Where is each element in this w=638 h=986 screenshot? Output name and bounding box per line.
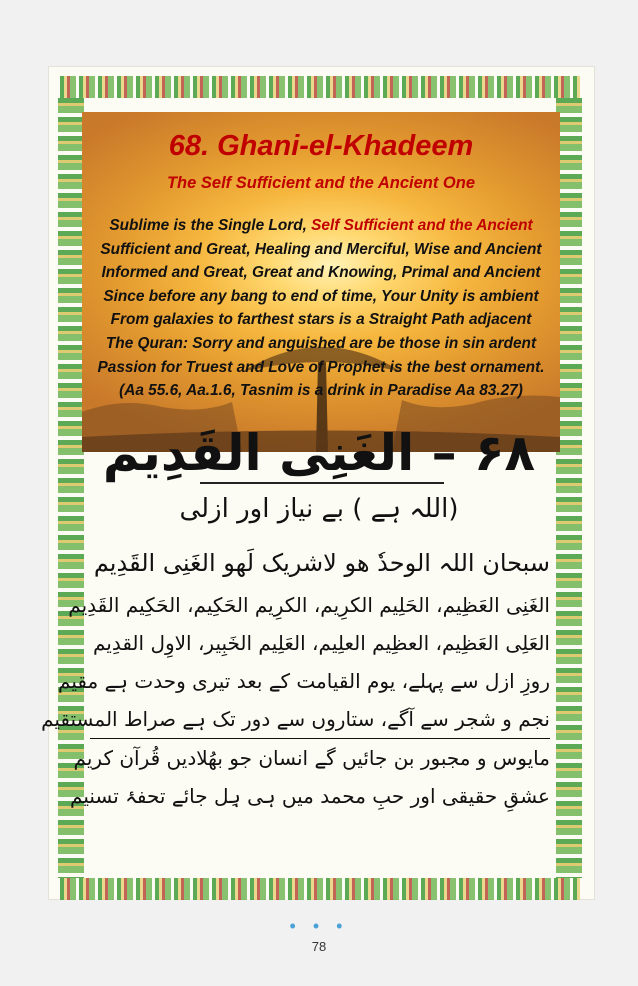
poem-line-8: (Aa 55.6, Aa.1.6, Tasnim is a drink in Paradise Aa 83.27) — [119, 382, 523, 400]
urdu-title: ۶۸ – الغَنِی القَدِیم — [102, 424, 536, 482]
poem-line-1-highlight: Self Sufficient and the Ancient — [311, 217, 533, 234]
urdu-line-7: عشقِ حقیقی اور حبِ محمد میں ہی ہِل جائے تحفۂ تسنیم — [70, 784, 550, 808]
poem-line-4: Since before any bang to end of time, Your Unity is ambient — [103, 287, 539, 305]
poem-line-7: Passion for Truest and Love of Prophet is the best ornament. — [97, 358, 545, 376]
urdu-line-1: سبحان اللہ الوحدٗ ھو لاشریک لَھو الغَنِی القَدِیم — [93, 549, 550, 577]
poem-line-1 — [82, 214, 560, 238]
poem-line-5: From galaxies to farthest stars is a Straight Path adjacent — [110, 311, 532, 329]
poem-line-3: Informed and Great, Great and Knowing, Primal and Ancient — [101, 264, 541, 282]
urdu-title-underline — [200, 482, 444, 484]
page-separator-dots: • • • — [289, 916, 349, 936]
urdu-line-2: الغَنِی العَظِیم، الحَلِیم الکرِیم، الکرِیم الحَکِیم، الحَکِیم القَدِیم — [68, 593, 550, 617]
urdu-poem — [41, 540, 550, 815]
floral-border-bottom — [60, 878, 580, 900]
poem-subtitle: The Self Sufficient and the Ancient One — [166, 174, 476, 192]
page-number: 78 — [311, 939, 327, 954]
sunset-tree-photo — [82, 112, 560, 452]
poem-line-2: Sufficient and Great, Healing and Merciful, Wise and Ancient — [100, 240, 542, 258]
urdu-line-4: روزِ ازل سے پہلے، یوم القیامت کے بعد تیری وحدت ہے مقیم — [58, 669, 550, 693]
poem-line-1-text: Sublime is the Single Lord, — [109, 217, 312, 234]
urdu-line-5: نجم و شجر سے آگے، ستاروں سے دور تک ہے صراط المستقیم — [90, 700, 550, 739]
urdu-line-6: مایوس و مجبور بن جائیں گے انسان جو بھُلادیں قُرآن کریم — [73, 746, 550, 770]
poem-line-6: The Quran: Sorry and anguished are be those in sin ardent — [105, 334, 537, 352]
urdu-subtitle: (اللہ ہے ) بے نیاز اور ازلی — [179, 494, 459, 524]
urdu-line-3: العَلِی العَظِیم، العظِیم العلِیم، العَلِیم الخَبِیر، الاوِل القدِیم — [92, 631, 550, 655]
floral-border-top — [60, 76, 580, 98]
english-poem — [82, 214, 560, 403]
poem-title: 68. Ghani-el-Khadeem — [168, 130, 474, 162]
